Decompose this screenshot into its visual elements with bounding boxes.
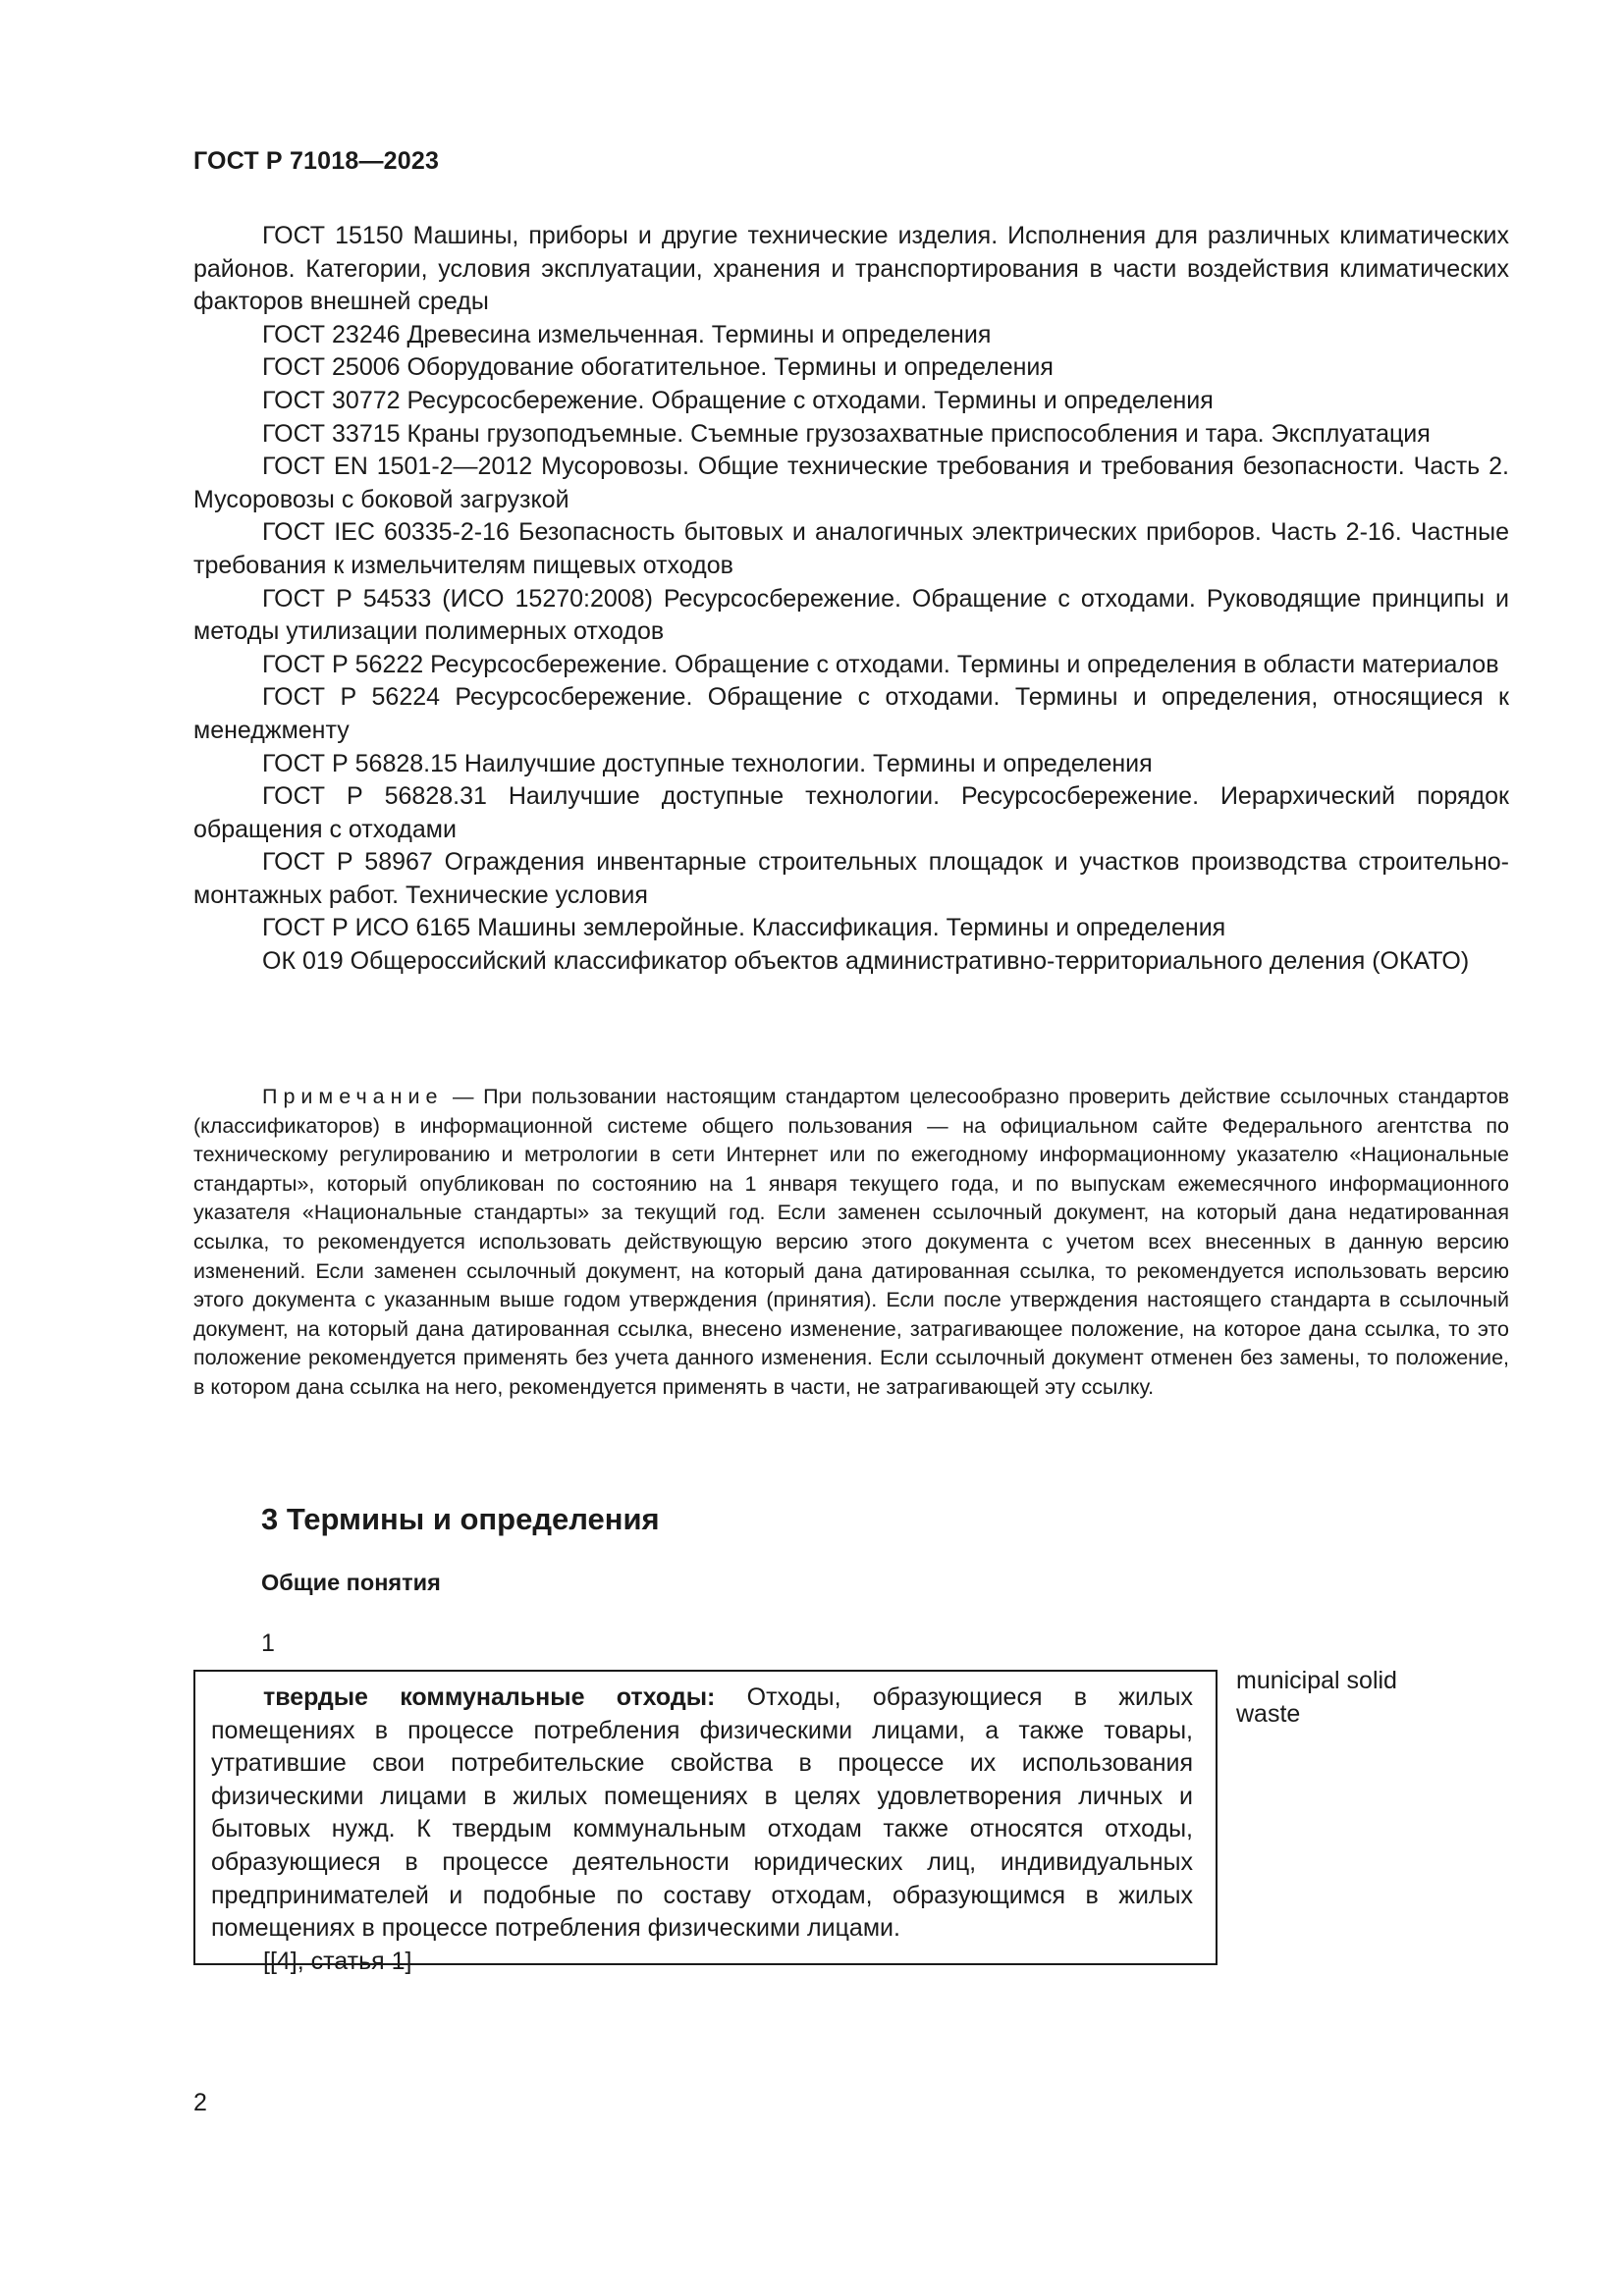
standard-header: ГОСТ Р 71018—2023 xyxy=(193,147,440,175)
reference-item: ГОСТ 23246 Древесина измельченная. Термины и определения xyxy=(262,320,992,348)
reference-item: ГОСТ Р 56828.31 Наилучшие доступные технологии. Ресурсосбережение. Иерархический порядок обращения с отходами xyxy=(193,782,1509,843)
note-block xyxy=(193,1083,1509,1403)
reference-item: ГОСТ 25006 Оборудование обогатительное. Термины и определения xyxy=(262,353,1054,382)
reference-item: ГОСТ 15150 Машины, приборы и другие технические изделия. Исполнения для различных климатических районов. Категории, условия эксплуатации, хранения и транспортирования в части воздействия климатических факторов внешней среды xyxy=(193,222,1509,316)
reference-item: ГОСТ 33715 Краны грузоподъемные. Съемные грузозахватные приспособления и тара. Эксплуатация xyxy=(262,419,1431,448)
reference-item: ГОСТ Р ИСО 6165 Машины землеройные. Классификация. Термины и определения xyxy=(262,914,1226,942)
reference-item: ГОСТ Р 56224 Ресурсосбережение. Обращение с отходами. Термины и определения, относящиеся к менеджменту xyxy=(193,683,1509,744)
term-definition-text: Отходы, образующиеся в жилых помещениях в процессе потребления физическими лицами, а также товары, утратившие свои потребительские свойства в процессе их использования физическими лицами в жилых помещениях в целях удовлетворения личных и бытовых нужд. К твердым коммунальным отходам также относятся отходы, образующиеся в процессе деятельности юридических лиц, индивидуальных предпринимателей и подобные по составу отходам, образующимся в жилых помещениях в процессе потребления физическими лицами. xyxy=(211,1683,1193,1943)
reference-item: ГОСТ 30772 Ресурсосбережение. Обращение с отходами. Термины и определения xyxy=(262,386,1214,414)
reference-item: ГОСТ Р 54533 (ИСО 15270:2008) Ресурсосбережение. Обращение с отходами. Руководящие принципы и методы утилизации полимерных отходов xyxy=(193,584,1509,646)
section-title: 3 Термины и определения xyxy=(261,1502,660,1536)
term-source: [[4], статья 1] xyxy=(263,1947,412,1975)
reference-item: ГОСТ Р 56828.15 Наилучшие доступные технологии. Термины и определения xyxy=(262,749,1153,777)
reference-item: ОК 019 Общероссийский классификатор объектов административно-территориального деления (ОКАТО) xyxy=(262,947,1470,976)
note-label: Примечание xyxy=(262,1085,444,1108)
term-definition-paragraph xyxy=(211,1682,1193,1946)
term-definition xyxy=(211,1682,1193,1978)
page-number: 2 xyxy=(193,2089,207,2116)
term-english-equivalent: municipal solid waste xyxy=(1236,1667,1397,1728)
normative-references-list xyxy=(193,220,1509,979)
term-number: 1 xyxy=(261,1629,275,1657)
term-definition-box xyxy=(193,1670,1218,1975)
note-paragraph xyxy=(193,1083,1509,1403)
subsection-title: Общие понятия xyxy=(261,1570,441,1595)
reference-item: ГОСТ Р 58967 Ограждения инвентарные строительных площадок и участков производства строительно-монтажных работ. Технические условия xyxy=(193,848,1509,909)
note-text: — При пользовании настоящим стандартом целесообразно проверить действие ссылочных стандартов (классификаторов) в информационной системе общего пользования — на официальном сайте Федерального агентства по техническому регулированию и метрологии в сети Интернет или по ежегодному информационному указателю «Национальные стандарты», который опубликован по состоянию на 1 января текущего года, и по выпускам ежемесячного информационного указателя «Национальные стандарты» за текущий год. Если заменен ссылочный документ, на который дана недатированная ссылка, то рекомендуется использовать действующую версию этого документа с учетом всех внесенных в данную версию изменений. Если заменен ссылочный документ, на который дана датированная ссылка, то рекомендуется использовать версию этого документа с указанным выше годом утверждения (принятия). Если после утверждения настоящего стандарта в ссылочный документ, на который дана датированная ссылка, внесено изменение, затрагивающее положение, на которое дана ссылка, то это положение рекомендуется применять без учета данного изменения. Если ссылочный документ отменен без замены, то положение, в котором дана ссылка на него, рекомендуется применять в части, не затрагивающей эту ссылку. xyxy=(193,1085,1509,1399)
term-word: твердые коммунальные отходы: xyxy=(263,1683,716,1711)
reference-item: ГОСТ EN 1501-2—2012 Мусоровозы. Общие технические требования и требования безопасности. Часть 2. Мусоровозы с боковой загрузкой xyxy=(193,453,1509,513)
reference-item: ГОСТ IEC 60335-2-16 Безопасность бытовых и аналогичных электрических приборов. Часть 2-16. Частные требования к измельчителям пищевых отходов xyxy=(193,518,1509,579)
reference-item: ГОСТ Р 56222 Ресурсосбережение. Обращение с отходами. Термины и определения в области материалов xyxy=(262,650,1499,678)
